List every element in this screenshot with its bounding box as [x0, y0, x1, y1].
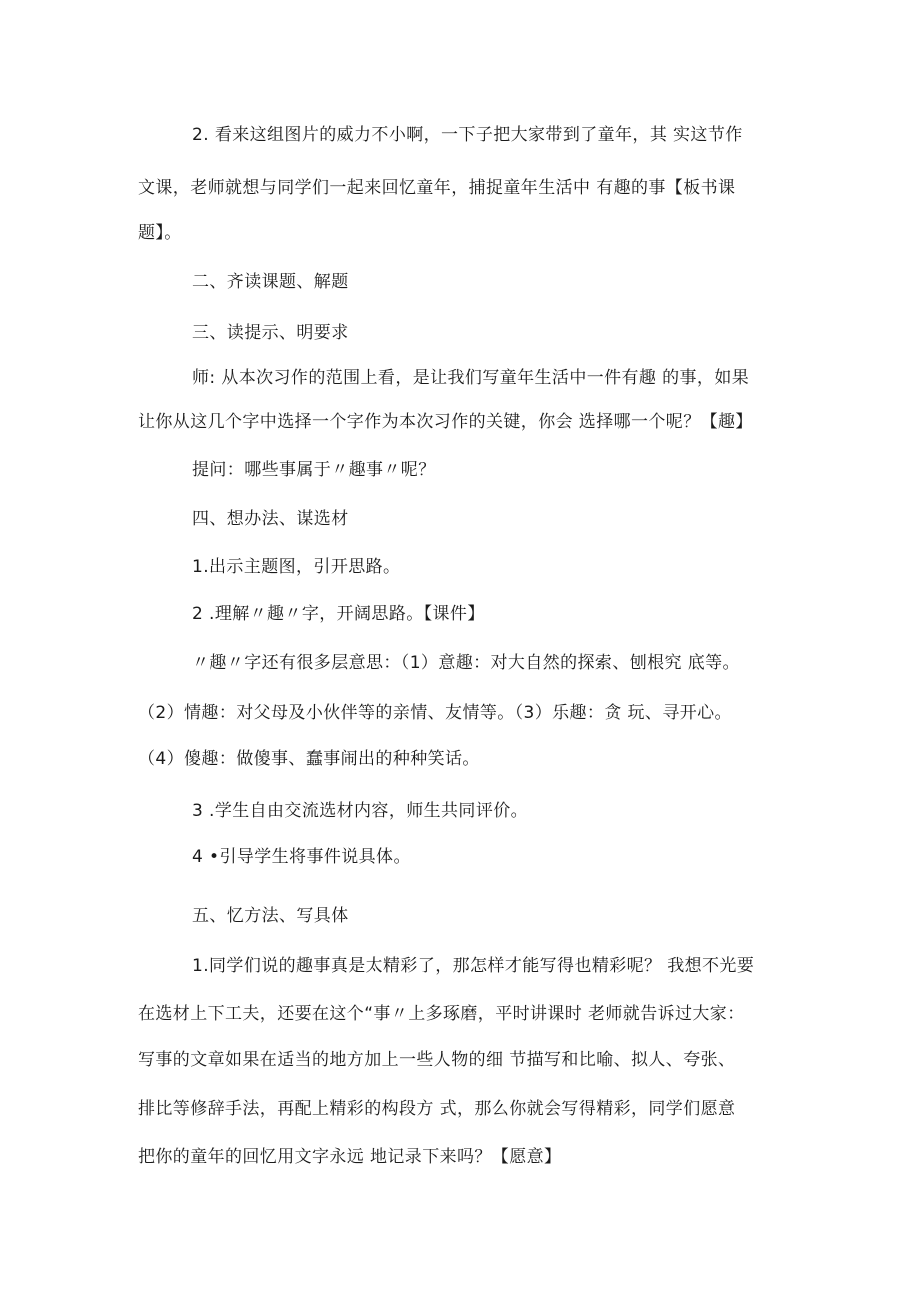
paragraph-line-method-5: 把你的童年的回忆用文字永远 地记录下来吗？【愿意】 [138, 1147, 562, 1167]
paragraph-line-method-1: 1.同学们说的趣事真是太精彩了，那怎样才能写得也精彩呢？ 我想不光要 [192, 956, 755, 976]
section-heading-4: 四、想办法、谋选材 [192, 509, 349, 529]
paragraph-line-intro-2: 文课，老师就想与同学们一起来回忆童年，捕捉童年生活中 有趣的事【板书课 [138, 178, 736, 198]
list-item-3: 3 .学生自由交流选材内容，师生共同评价。 [192, 801, 529, 821]
list-item-1: 1.出示主题图，引开思路。 [192, 557, 401, 577]
paragraph-line-method-3: 写事的文章如果在适当的地方加上一些人物的细 节描写和比喻、拟人、夸张、 [138, 1050, 736, 1070]
section-heading-2: 二、齐读课题、解题 [192, 272, 349, 292]
paragraph-line-method-4: 排比等修辞手法，再配上精彩的构段方 式，那么你就会写得精彩，同学们愿意 [138, 1099, 736, 1119]
paragraph-line-meaning-1: 〃趣〃字还有很多层意思：（1）意趣：对大自然的探索、刨根究 底等。 [192, 653, 740, 673]
paragraph-line-method-2: 在选材上下工夫，还要在这个“事〃上多琢磨，平时讲课时 老师就告诉过大家： [138, 1004, 745, 1024]
paragraph-line-teacher-1: 师: 从本次习作的范围上看，是让我们写童年生活中一件有趣 的事，如果 [192, 368, 750, 388]
paragraph-line-meaning-2: （2）情趣：对父母及小伙伴等的亲情、友情等。（3）乐趣：贪 玩、寻开心。 [138, 703, 732, 723]
list-item-4: 4 •引导学生将事件说具体。 [192, 847, 411, 867]
paragraph-line-meaning-3: （4）傻趣：做傻事、蠢事闹出的种种笑话。 [138, 749, 480, 769]
list-item-2: 2 .理解〃趣〃字，开阔思路。【课件】 [192, 604, 485, 624]
paragraph-line-intro-1: 2. 看来这组图片的威力不小啊，一下子把大家带到了童年，其 实这节作 [192, 125, 743, 145]
paragraph-line-intro-3: 题】。 [138, 223, 182, 243]
section-heading-5: 五、忆方法、写具体 [192, 906, 349, 926]
paragraph-line-teacher-2: 让你从这几个字中选择一个字作为本次习作的关键，你会 选择哪一个呢？【趣】 [138, 412, 753, 432]
paragraph-line-question: 提问：哪些事属于〃趣事〃呢？ [192, 460, 436, 480]
section-heading-3: 三、读提示、明要求 [192, 323, 349, 343]
